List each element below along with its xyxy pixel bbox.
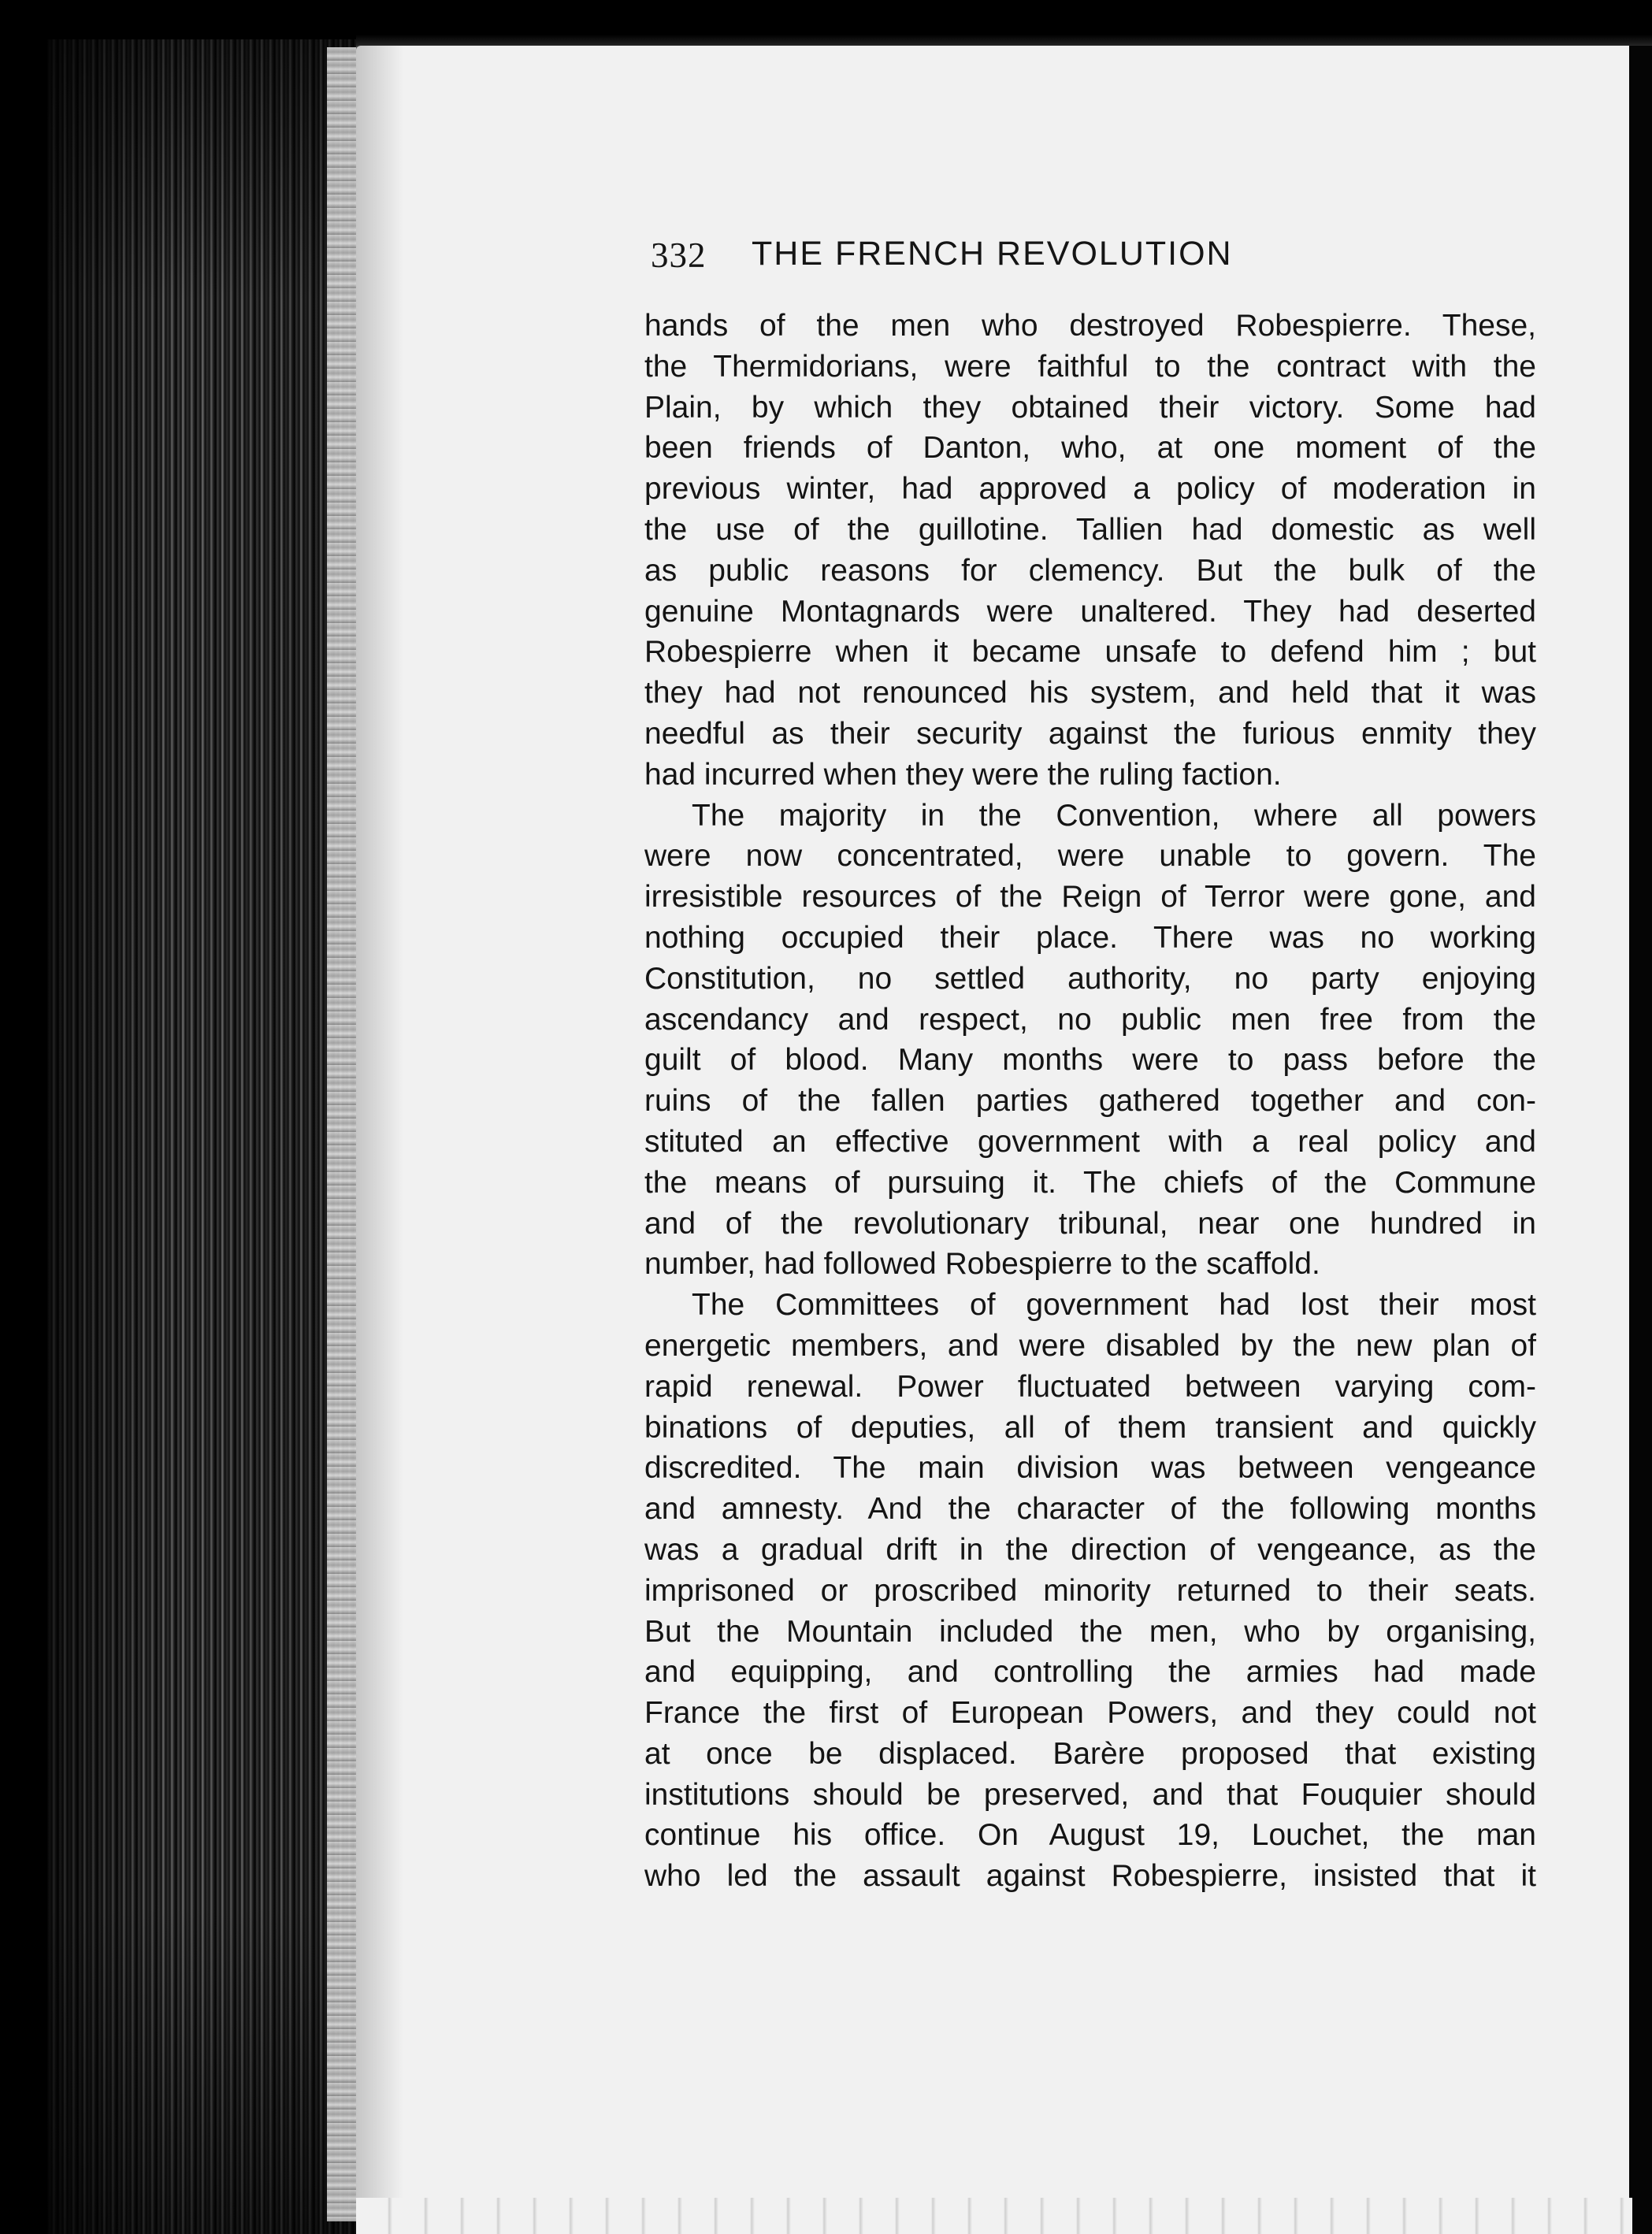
text-line: the means of pursuing it. The chiefs of the Commune bbox=[644, 1165, 1536, 1200]
text-line: The Committees of government had lost their most bbox=[692, 1288, 1536, 1323]
text-line: who led the assault against Robespierre, insisted that it bbox=[644, 1859, 1536, 1894]
text-line: genuine Montagnards were unaltered. They had deserted bbox=[644, 594, 1536, 629]
text-line: institutions should be preserved, and that Fouquier should bbox=[644, 1777, 1536, 1812]
text-line: rapid renewal. Power fluctuated between varying com- bbox=[644, 1369, 1536, 1404]
text-line: they had not renounced his system, and held that it was bbox=[644, 676, 1536, 711]
text-line: But the Mountain included the men, who by organising, bbox=[644, 1614, 1536, 1649]
text-line: ascendancy and respect, no public men free from the bbox=[644, 1002, 1536, 1037]
text-line: irresistible resources of the Reign of Terror were gone, and bbox=[644, 880, 1536, 915]
text-line: ruins of the fallen parties gathered together and con- bbox=[644, 1084, 1536, 1119]
body-text bbox=[644, 306, 1536, 1897]
paragraph-3 bbox=[644, 1285, 1536, 1897]
text-line: energetic members, and were disabled by the new plan of bbox=[644, 1328, 1536, 1363]
text-line: been friends of Danton, who, at one moment of the bbox=[644, 431, 1536, 466]
text-line: was a gradual drift in the direction of vengeance, as the bbox=[644, 1532, 1536, 1567]
text-line: hands of the men who destroyed Robespierre. These, bbox=[644, 309, 1536, 343]
paragraph-1 bbox=[644, 306, 1536, 796]
text-line: nothing occupied their place. There was no working bbox=[644, 920, 1536, 955]
page-number: 332 bbox=[651, 236, 707, 275]
text-line: Plain, by which they obtained their victory. Some had bbox=[644, 390, 1536, 425]
text-line: needful as their security against the furious enmity they bbox=[644, 716, 1536, 751]
gutter-shadow bbox=[356, 46, 403, 2234]
paragraph-2 bbox=[644, 796, 1536, 1286]
text-line: as public reasons for clemency. But the bulk of the bbox=[644, 553, 1536, 588]
text-line: guilt of blood. Many months were to pass before the bbox=[644, 1043, 1536, 1078]
text-line: at once be displaced. Barère proposed that existing bbox=[644, 1736, 1536, 1771]
text-line: and amnesty. And the character of the following months bbox=[644, 1492, 1536, 1527]
right-edge-shadow bbox=[1629, 46, 1652, 2234]
text-line: were now concentrated, were unable to govern. The bbox=[644, 839, 1536, 874]
page-stack-highlight bbox=[327, 47, 358, 2221]
text-line: discredited. The main division was between vengeance bbox=[644, 1451, 1536, 1486]
text-line: previous winter, had approved a policy of moderation in bbox=[644, 472, 1536, 507]
running-title: THE FRENCH REVOLUTION bbox=[752, 235, 1233, 273]
text-line: and equipping, and controlling the armies had made bbox=[644, 1655, 1536, 1690]
bottom-edge bbox=[356, 2198, 1632, 2234]
text-line: had incurred when they were the ruling faction. bbox=[644, 757, 1282, 792]
text-line: the Thermidorians, were faithful to the contract with the bbox=[644, 349, 1536, 384]
text-line: number, had followed Robespierre to the scaffold. bbox=[644, 1247, 1320, 1282]
text-line: stituted an effective government with a real policy and bbox=[644, 1124, 1536, 1159]
text-line: France the first of European Powers, and they could not bbox=[644, 1696, 1536, 1731]
running-head bbox=[651, 235, 1375, 290]
text-line: and of the revolutionary tribunal, near one hundred in bbox=[644, 1206, 1536, 1241]
text-line: Constitution, no settled authority, no party enjoying bbox=[644, 961, 1536, 996]
text-line: continue his office. On August 19, Louchet, the man bbox=[644, 1818, 1536, 1853]
text-line: the use of the guillotine. Tallien had domestic as well bbox=[644, 512, 1536, 547]
text-line: The majority in the Convention, where all powers bbox=[692, 798, 1536, 833]
text-line: Robespierre when it became unsafe to defend him ; but bbox=[644, 635, 1536, 670]
text-line: imprisoned or proscribed minority returned to their seats. bbox=[644, 1573, 1536, 1608]
book-edge-shadow bbox=[47, 39, 370, 2234]
text-line: binations of deputies, all of them transient and quickly bbox=[644, 1410, 1536, 1445]
